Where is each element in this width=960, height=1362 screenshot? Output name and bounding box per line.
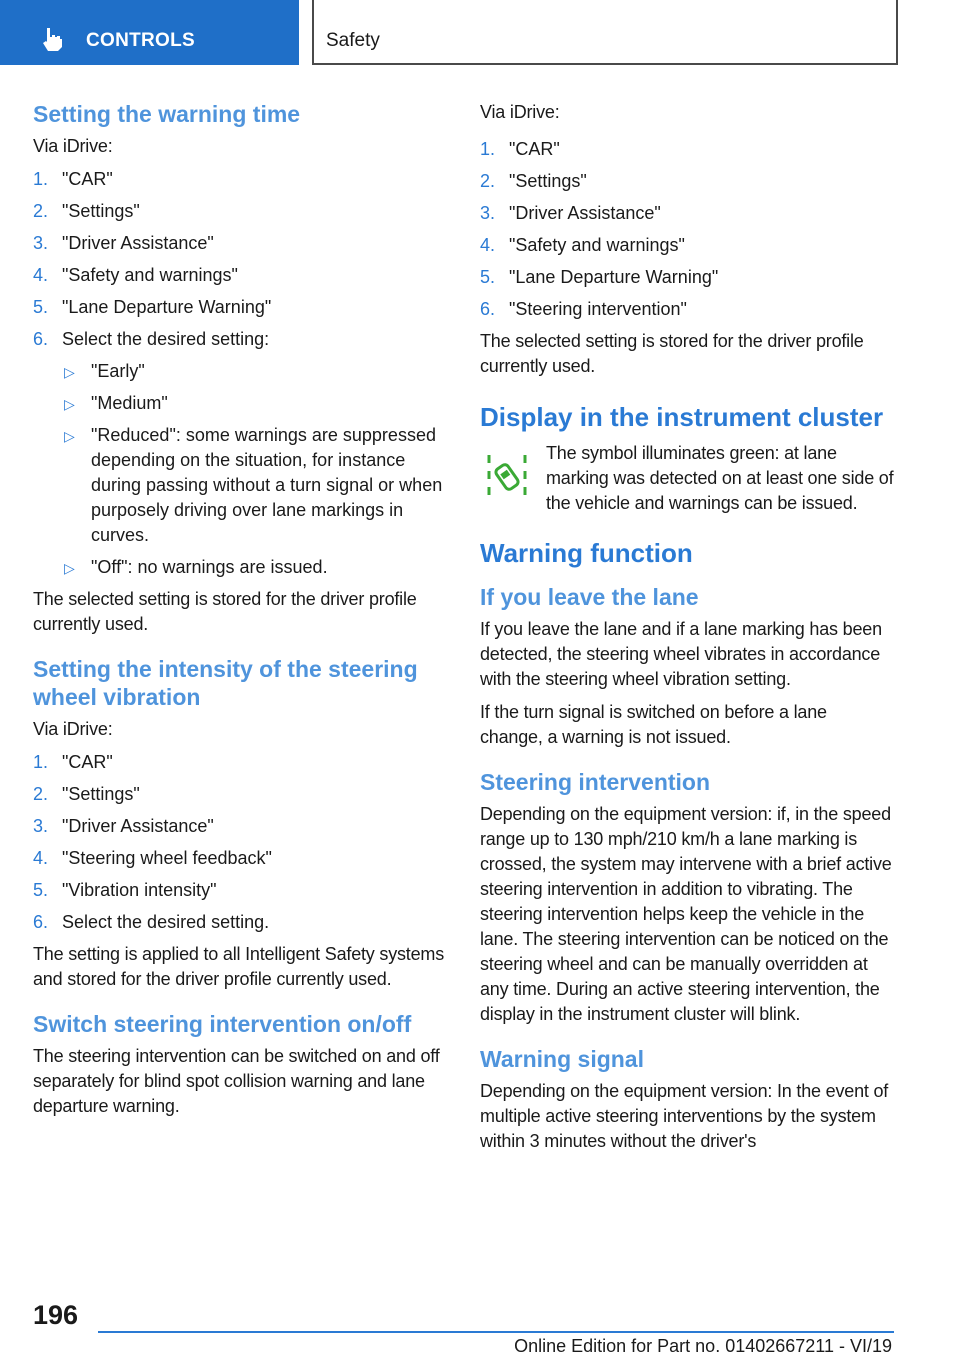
heading-display-cluster: Display in the instrument cluster (480, 402, 884, 432)
list-item: 6. "Steering intervention" (480, 299, 687, 319)
footer-divider (98, 1331, 894, 1333)
list-item: 1. "CAR" (33, 169, 113, 189)
heading-leave-lane: If you leave the lane (480, 584, 699, 610)
triangle-bullet-icon: ▷ (64, 364, 75, 380)
triangle-bullet-icon: ▷ (64, 428, 75, 444)
list-item: 3. "Driver Assistance" (480, 203, 661, 223)
page-number: 196 (33, 1300, 79, 1330)
triangle-bullet-icon: ▷ (64, 560, 75, 576)
heading-warning-function: Warning function (480, 538, 693, 568)
switch-text: The steering intervention can be switched on and off separately for blind spot collision warning and lane departure warning. (33, 1046, 440, 1116)
list-item: 3. "Driver Assistance" (33, 816, 214, 836)
list-item: 6. Select the desired setting. (33, 912, 270, 932)
list-item: 4. "Safety and warnings" (33, 265, 238, 285)
right-column (480, 100, 894, 1162)
list-item: 2. "Settings" (33, 201, 140, 221)
warning-time-steps (33, 167, 445, 352)
steering-intervention-text: Depending on the equipment version: if, in the speed range up to 130 mph/210 km/h a lane marking is crossed, the system may intervene with a brief active steering intervention in addition to vibrating. The steering intervention helps keep the vehicle in the lane. The steering intervention can be noticed on the steering wheel and can be manually overridden at any time. During an active steering intervention, the display in the instrument cluster will blink. (480, 804, 892, 1024)
controls-label: CONTROLS (86, 30, 196, 51)
left-column (33, 100, 445, 1127)
option-item: ▷ "Medium" (33, 391, 445, 416)
option-item: ▷ "Off": no warnings are issued. (33, 555, 445, 580)
stored-note: The selected setting is stored for the driver profile currently used. (33, 589, 417, 634)
vibration-steps (33, 750, 445, 935)
warning-time-options (33, 359, 445, 580)
list-item: 2. "Settings" (33, 784, 140, 804)
heading-warning-time: Setting the warning time (33, 101, 301, 127)
applied-note: The setting is applied to all Intelligent Safety systems and stored for the driver profile currently used. (33, 944, 445, 989)
list-item: 2. "Settings" (480, 171, 587, 191)
heading-steering-intervention: Steering intervention (480, 769, 711, 795)
symbol-description (480, 441, 894, 521)
list-item: 5. "Vibration intensity" (33, 880, 217, 900)
heading-vibration: Setting the intensity of the steering wheel vibration (33, 656, 418, 710)
section-tab-controls[interactable] (0, 0, 299, 65)
symbol-text: The symbol illuminates green: at lane marking was detected on at least one side of the vehicle and warnings can be issued. (546, 443, 894, 513)
list-item: 6. Select the desired setting: (33, 329, 270, 349)
stored-note: The selected setting is stored for the driver profile currently used. (480, 331, 864, 376)
option-item: ▷ "Early" (33, 359, 445, 384)
section-title: Safety (326, 30, 380, 51)
option-item: ▷ "Reduced": some warnings are suppressed depending on the situation, for instance during passing without a turn signal or when purposely driving over lane markings in curves. (64, 425, 443, 545)
turn-signal-text: If the turn signal is switched on before a lane change, a warning is not issued. (480, 702, 827, 747)
triangle-bullet-icon: ▷ (64, 396, 75, 412)
leave-lane-text: If you leave the lane and if a lane marking has been detected, the steering wheel vibrates in accordance with the steering wheel vibration setting. (480, 619, 882, 689)
section-title-box (312, 0, 898, 65)
list-item: 1. "CAR" (33, 752, 113, 772)
heading-warning-signal: Warning signal (480, 1046, 644, 1072)
via-idrive: Via iDrive: (480, 102, 560, 122)
list-item: 1. "CAR" (480, 139, 560, 159)
list-item: 4. "Safety and warnings" (480, 235, 685, 255)
list-item: 5. "Lane Departure Warning" (480, 267, 719, 287)
intervention-steps (480, 137, 894, 322)
via-idrive: Via iDrive: (33, 719, 113, 739)
via-idrive: Via iDrive: (33, 136, 113, 156)
edition-text: Online Edition for Part no. 01402667211 - VI/19 (514, 1336, 892, 1356)
list-item: 3. "Driver Assistance" (33, 233, 214, 253)
hand-pointer-icon (40, 26, 66, 52)
list-item: 4. "Steering wheel feedback" (33, 848, 272, 868)
list-item: 5. "Lane Departure Warning" (33, 297, 272, 317)
warning-signal-text: Depending on the equipment version: In the event of multiple active steering interventions by the system within 3 minutes without the driver's (480, 1081, 889, 1151)
lane-departure-icon (485, 449, 529, 501)
heading-switch-intervention: Switch steering intervention on/off (33, 1011, 412, 1037)
